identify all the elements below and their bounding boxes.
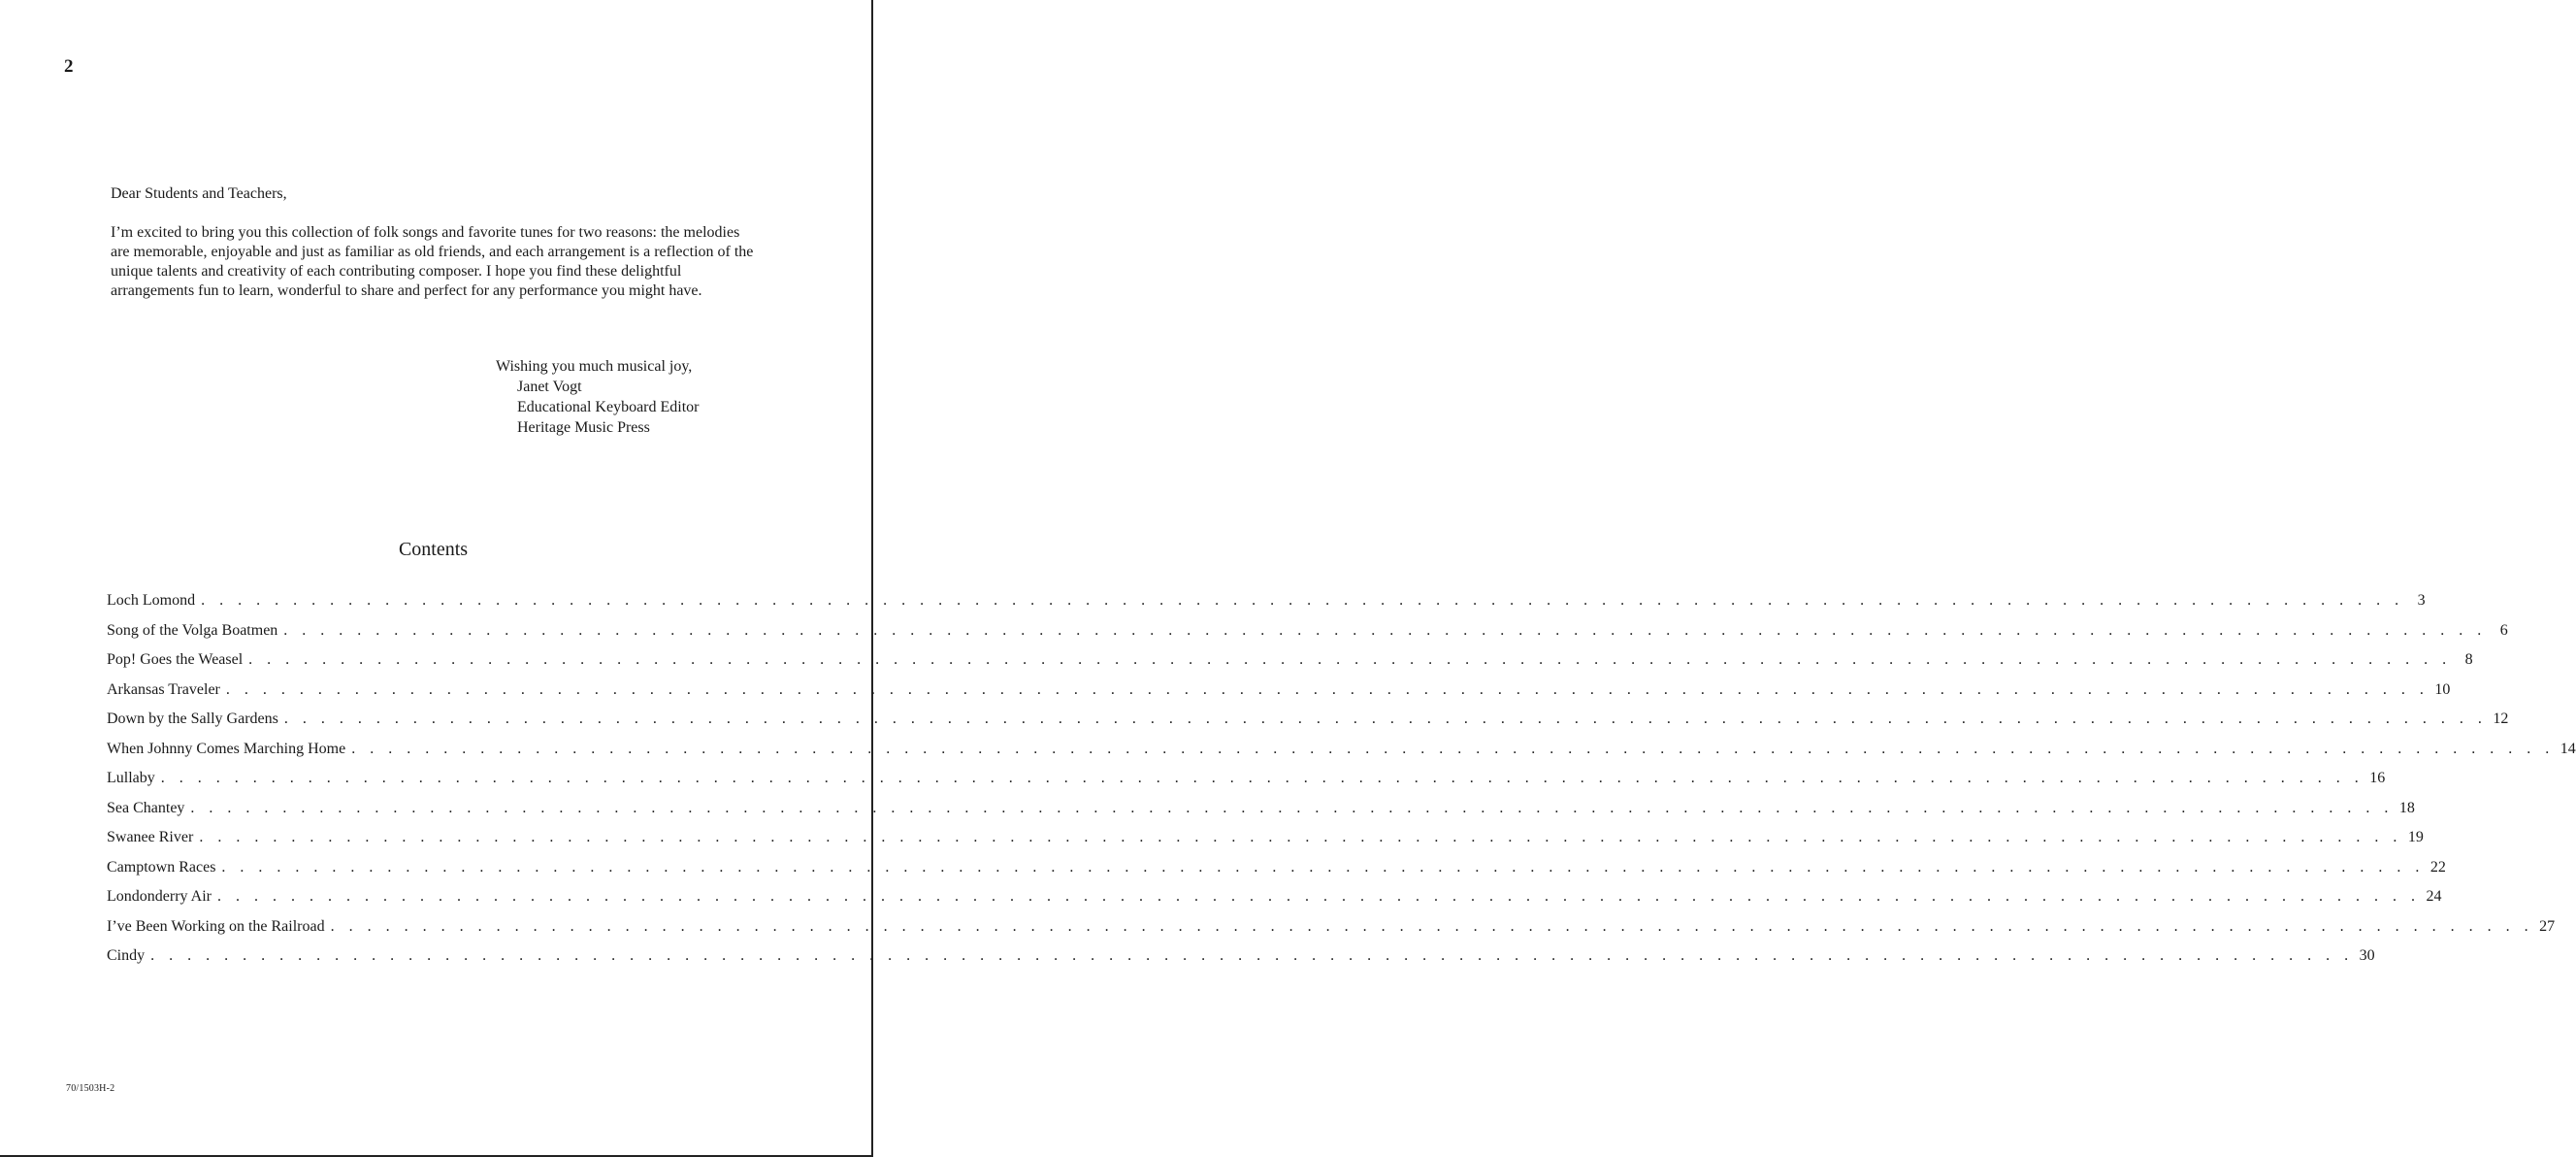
toc-entry-title: Swanee River xyxy=(107,829,194,845)
toc-entry xyxy=(107,709,2509,739)
letter-signature xyxy=(496,356,700,438)
toc-entry xyxy=(107,739,2576,769)
toc-entry-page: 27 xyxy=(2539,917,2556,935)
toc-entry xyxy=(107,916,2556,946)
toc-entry-title: Pop! Goes the Weasel xyxy=(107,651,244,668)
toc-entry xyxy=(107,590,2426,620)
toc-dot-leader: . . . . . . . . . . . . . . . . . . . . . . . . . . . . . . . . . . . . . . . . . . . . . . . . . . . . . . . . . . . . . . . . . . . . . . . . . . . . . . . . . . . . . . . . . . . . . . . . . . . . . . . . . . . . . . . . . . . . . . . . xyxy=(248,651,2452,668)
toc-entry-title: Sea Chantey xyxy=(107,799,185,816)
toc-dot-leader: . . . . . . . . . . . . . . . . . . . . . . . . . . . . . . . . . . . . . . . . . . . . . . . . . . . . . . . . . . . . . . . . . . . . . . . . . . . . . . . . . . . . . . . . . . . . . . . . . . . . . . . . . . . . . . . . . . . . . . . . xyxy=(201,592,2404,609)
toc-entry-title: Cindy xyxy=(107,947,146,964)
letter-body: I’m excited to bring you this collection of folk songs and favorite tunes for two reasons: the melodies are memorable, enjoyable and just as familiar as old friends, and each arrangement is a reflection of the unique talents and creativity of each contributing composer. I hope you find these delightful arrangements fun to learn, wonderful to share and perfect for any performance you might have. xyxy=(111,224,754,299)
toc-entry-page: 8 xyxy=(2464,651,2473,668)
table-of-contents xyxy=(107,590,2576,975)
toc-dot-leader: . . . . . . . . . . . . . . . . . . . . . . . . . . . . . . . . . . . . . . . . . . . . . . . . . . . . . . . . . . . . . . . . . . . . . . . . . . . . . . . . . . . . . . . . . . . . . . . . . . . . . . . . . . . . . . . . . . . . . . . . xyxy=(351,740,2555,757)
toc-entry-page: 30 xyxy=(2359,947,2375,964)
letter-salutation: Dear Students and Teachers, xyxy=(111,185,287,202)
toc-entry-page: 14 xyxy=(2560,740,2576,757)
toc-entry-page: 10 xyxy=(2434,680,2451,698)
toc-entry xyxy=(107,827,2424,857)
toc-entry-page: 3 xyxy=(2417,592,2426,609)
signer-company: Heritage Music Press xyxy=(517,419,650,436)
toc-dot-leader: . . . . . . . . . . . . . . . . . . . . . . . . . . . . . . . . . . . . . . . . . . . . . . . . . . . . . . . . . . . . . . . . . . . . . . . . . . . . . . . . . . . . . . . . . . . . . . . . . . . . . . . . . . . . . . . . . . . . . . . . xyxy=(199,829,2402,845)
toc-entry xyxy=(107,679,2451,710)
toc-dot-leader: . . . . . . . . . . . . . . . . . . . . . . . . . . . . . . . . . . . . . . . . . . . . . . . . . . . . . . . . . . . . . . . . . . . . . . . . . . . . . . . . . . . . . . . . . . . . . . . . . . . . . . . . . . . . . . . . . . . . . . . . xyxy=(190,799,2394,816)
toc-entry-title: Arkansas Traveler xyxy=(107,680,220,698)
toc-entry-title: Song of the Volga Boatmen xyxy=(107,621,278,639)
toc-entry-title: Camptown Races xyxy=(107,858,216,876)
toc-entry xyxy=(107,649,2473,679)
page-frame xyxy=(0,0,873,1157)
toc-entry-title: Londonderry Air xyxy=(107,888,212,905)
page-number: 2 xyxy=(64,56,74,77)
toc-entry-page: 22 xyxy=(2429,858,2446,876)
toc-entry xyxy=(107,857,2446,887)
toc-entry-page: 24 xyxy=(2426,888,2442,905)
intro-letter xyxy=(111,184,761,301)
toc-entry xyxy=(107,945,2375,975)
toc-dot-leader: . . . . . . . . . . . . . . . . . . . . . . . . . . . . . . . . . . . . . . . . . . . . . . . . . . . . . . . . . . . . . . . . . . . . . . . . . . . . . . . . . . . . . . . . . . . . . . . . . . . . . . . . . . . . . . . . . . . . . . . . xyxy=(216,888,2421,905)
toc-entry xyxy=(107,886,2442,916)
toc-entry-title: I’ve Been Working on the Railroad xyxy=(107,917,325,935)
toc-dot-leader: . . . . . . . . . . . . . . . . . . . . . . . . . . . . . . . . . . . . . . . . . . . . . . . . . . . . . . . . . . . . . . . . . . . . . . . . . . . . . . . . . . . . . . . . . . . . . . . . . . . . . . . . . . . . . . . . . . . . . . . . xyxy=(225,680,2429,698)
toc-entry-page: 12 xyxy=(2493,711,2509,727)
toc-entry-title: Down by the Sally Gardens xyxy=(107,711,278,727)
toc-entry xyxy=(107,768,2386,798)
toc-entry xyxy=(107,620,2508,650)
toc-entry xyxy=(107,798,2415,828)
toc-entry-page: 16 xyxy=(2369,770,2386,786)
toc-entry-page: 6 xyxy=(2499,621,2508,639)
toc-dot-leader: . . . . . . . . . . . . . . . . . . . . . . . . . . . . . . . . . . . . . . . . . . . . . . . . . . . . . . . . . . . . . . . . . . . . . . . . . . . . . . . . . . . . . . . . . . . . . . . . . . . . . . . . . . . . . . . . . . . . . . . . xyxy=(283,621,2487,639)
signer-name: Janet Vogt xyxy=(517,379,582,395)
toc-entry-title: Lullaby xyxy=(107,770,155,786)
toc-dot-leader: . . . . . . . . . . . . . . . . . . . . . . . . . . . . . . . . . . . . . . . . . . . . . . . . . . . . . . . . . . . . . . . . . . . . . . . . . . . . . . . . . . . . . . . . . . . . . . . . . . . . . . . . . . . . . . . . . . . . . . . . xyxy=(160,770,2364,786)
toc-dot-leader: . . . . . . . . . . . . . . . . . . . . . . . . . . . . . . . . . . . . . . . . . . . . . . . . . . . . . . . . . . . . . . . . . . . . . . . . . . . . . . . . . . . . . . . . . . . . . . . . . . . . . . . . . . . . . . . . . . . . . . . . xyxy=(221,858,2425,876)
toc-dot-leader: . . . . . . . . . . . . . . . . . . . . . . . . . . . . . . . . . . . . . . . . . . . . . . . . . . . . . . . . . . . . . . . . . . . . . . . . . . . . . . . . . . . . . . . . . . . . . . . . . . . . . . . . . . . . . . . . . . . . . . . . xyxy=(330,917,2534,935)
letter-closing: Wishing you much musical joy, xyxy=(496,358,693,375)
toc-dot-leader: . . . . . . . . . . . . . . . . . . . . . . . . . . . . . . . . . . . . . . . . . . . . . . . . . . . . . . . . . . . . . . . . . . . . . . . . . . . . . . . . . . . . . . . . . . . . . . . . . . . . . . . . . . . . . . . . . . . . . . . . xyxy=(150,947,2354,964)
catalog-code: 70/1503H-2 xyxy=(66,1083,115,1094)
signer-title: Educational Keyboard Editor xyxy=(517,399,700,415)
toc-dot-leader: . . . . . . . . . . . . . . . . . . . . . . . . . . . . . . . . . . . . . . . . . . . . . . . . . . . . . . . . . . . . . . . . . . . . . . . . . . . . . . . . . . . . . . . . . . . . . . . . . . . . . . . . . . . . . . . . . . . . . . . . xyxy=(283,711,2488,727)
toc-entry-page: 19 xyxy=(2407,829,2424,845)
toc-entry-title: When Johnny Comes Marching Home xyxy=(107,740,346,757)
toc-entry-page: 18 xyxy=(2398,799,2415,816)
contents-heading: Contents xyxy=(398,539,469,560)
toc-entry-title: Loch Lomond xyxy=(107,592,196,609)
